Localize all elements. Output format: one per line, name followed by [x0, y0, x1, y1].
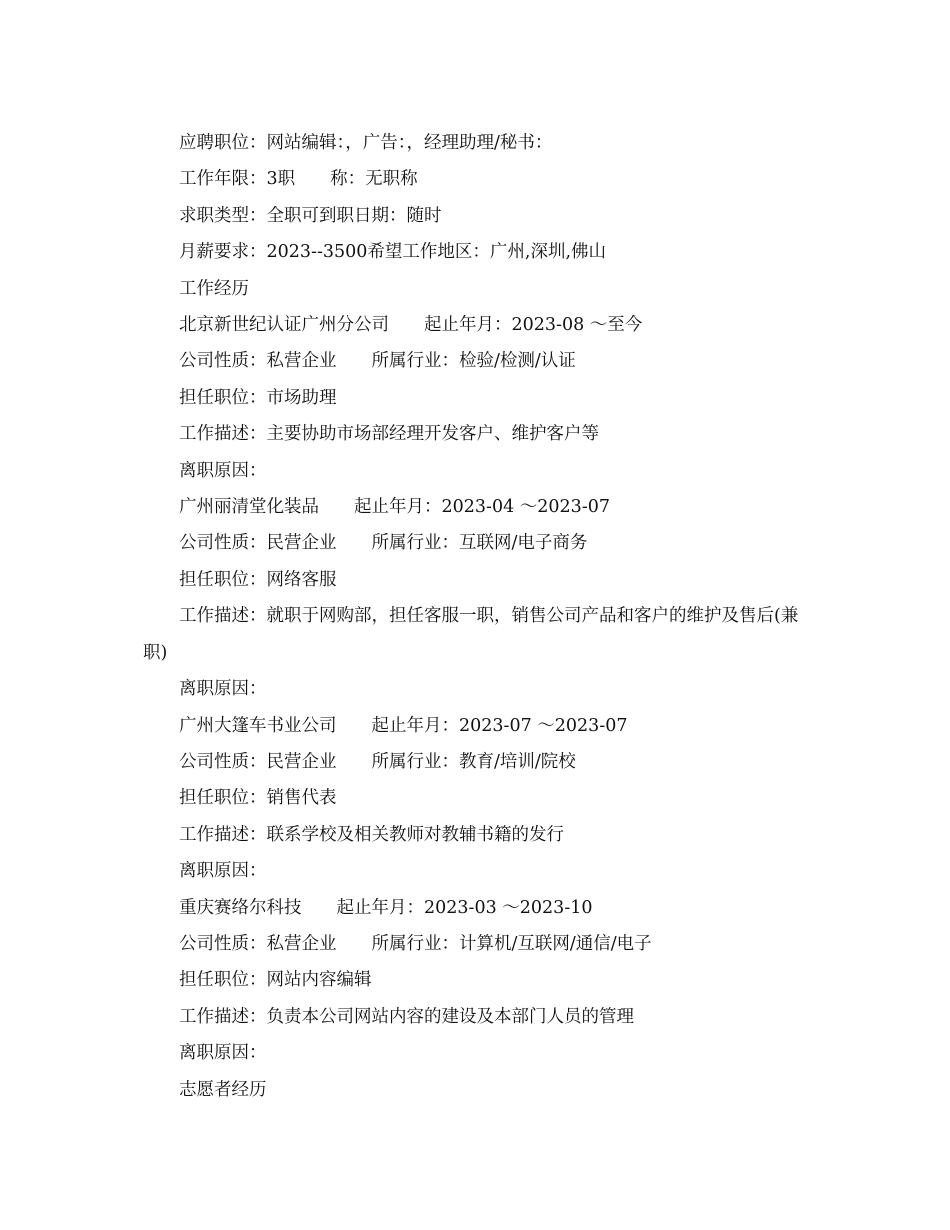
job2-position-line: 担任职位：网络客服	[179, 569, 337, 590]
job3-description-line: 工作描述：联系学校及相关教师对教辅书籍的发行	[179, 824, 564, 845]
job3-company-line: 广州大篷车书业公司 起止年月：2023-07 ～2023-07	[179, 715, 628, 736]
job4-description-line: 工作描述：负责本公司网站内容的建设及本部门人员的管理	[179, 1006, 634, 1027]
volunteer-heading: 志愿者经历	[179, 1079, 267, 1100]
applied-position-line: 应聘职位：网站编辑：，广告：，经理助理/秘书：	[179, 133, 553, 153]
job2-nature-line: 公司性质：民营企业 所属行业：互联网/电子商务	[179, 533, 588, 554]
resume-body	[143, 125, 808, 1108]
job3-nature-line: 公司性质：民营企业 所属行业：教育/培训/院校	[179, 751, 576, 772]
job1-leave-reason-line: 离职原因：	[179, 460, 267, 481]
job4-position-line: 担任职位：网站内容编辑	[179, 970, 372, 991]
job-type-line: 求职类型：全职可到职日期：随时	[179, 205, 442, 226]
job1-company-line: 北京新世纪认证广州分公司 起止年月：2023-08 ～至今	[179, 315, 643, 336]
work-years-line: 工作年限：3职 称：无职称	[179, 169, 418, 190]
job2-company-line: 广州丽清堂化装品 起止年月：2023-04 ～2023-07	[179, 497, 610, 518]
salary-line: 月薪要求：2023--3500希望工作地区：广州,深圳,佛山	[179, 242, 607, 263]
job4-leave-reason-line: 离职原因：	[179, 1043, 267, 1064]
work-history-heading: 工作经历	[179, 278, 249, 299]
job1-nature-line: 公司性质：私营企业 所属行业：检验/检测/认证	[179, 351, 576, 372]
job2-description-line: 工作描述：就职于网购部，担任客服一职，销售公司产品和客户的维护及售后(兼职)	[143, 606, 799, 663]
job1-position-line: 担任职位：市场助理	[179, 387, 337, 408]
job3-leave-reason-line: 离职原因：	[179, 861, 267, 882]
job4-nature-line: 公司性质：私营企业 所属行业：计算机/互联网/通信/电子	[179, 933, 652, 954]
job3-position-line: 担任职位：销售代表	[179, 788, 337, 809]
job1-description-line: 工作描述：主要协助市场部经理开发客户、维护客户等	[179, 424, 599, 445]
job4-company-line: 重庆赛络尔科技 起止年月：2023-03 ～2023-10	[179, 897, 593, 918]
job2-leave-reason-line: 离职原因：	[179, 679, 267, 700]
